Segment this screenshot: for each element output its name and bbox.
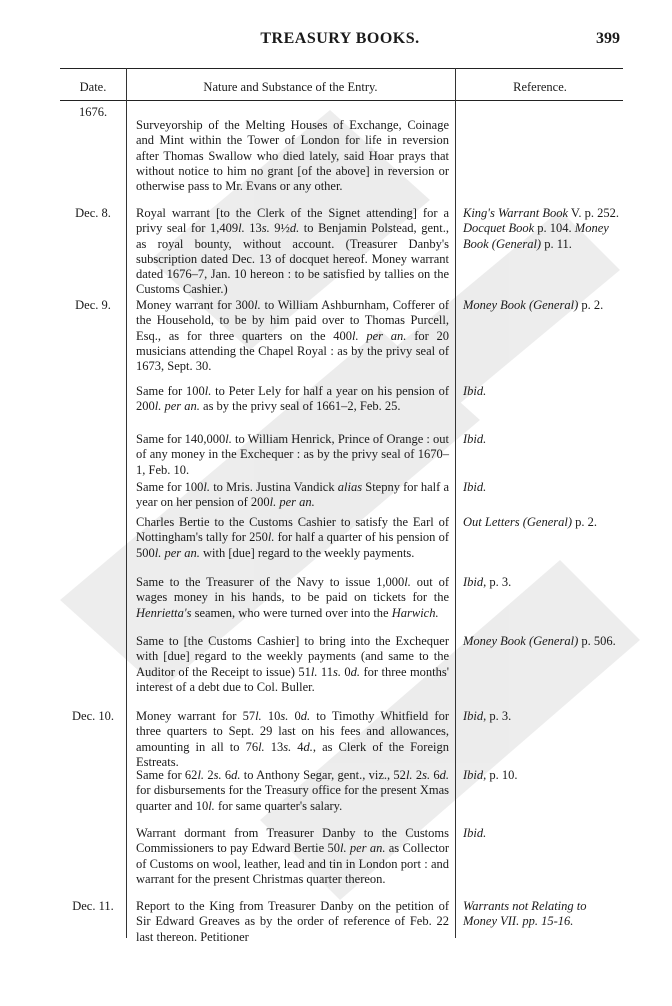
column-divider (455, 68, 456, 938)
entry-text: Same to [the Customs Cashier] to bring into the Exchequer with [due] regard to the weekly payments (and same to the Auditor of the Receipt to issue) 51l. 11s. 0d. for three months' interest of a debt due to Col. Buller. (136, 634, 450, 694)
entry-reference: King's Warrant Book V. p. 252. Docquet Book p. 104. Money Book (General) p. 11. (463, 206, 619, 251)
entry-reference: Ibid. (463, 480, 487, 494)
column-header-reference: Reference. (513, 80, 567, 94)
entry-text: Charles Bertie to the Customs Cashier to satisfy the Earl of Nottingham's tally for 250l. for half a quarter of his pension of 500l. per an. with [due] regard to the weekly payments. (136, 515, 449, 560)
entry-text: Surveyorship of the Melting Houses of Exchange, Coinage and Mint within the Tower of London for life in reversion after Thomas Swallow who died lately, said Hoar prays that without notice to him no grant [of the above] in reversion or otherwise pass to Mr. Evans or any other. (136, 118, 449, 194)
table-header-rule (60, 100, 623, 101)
page-number: 399 (596, 30, 620, 47)
entry-reference: Ibid, p. 3. (463, 709, 512, 723)
entry-reference: Ibid. (463, 384, 487, 398)
entry-reference: Ibid, p. 3. (463, 575, 512, 589)
entry-text: Report to the King from Treasurer Danby on the petition of Sir Edward Greaves as by the order of reference of Feb. 22 last thereon. Petitioner (136, 899, 449, 944)
entry-reference: Warrants not Relating to Money VII. pp. 15-16. (463, 899, 587, 929)
page-title: TREASURY BOOKS. (260, 30, 420, 47)
year-label: 1676. (78, 105, 108, 119)
column-divider (126, 68, 127, 938)
entry-text: Royal warrant [to the Clerk of the Signet attending] for a privy seal for 1,409l. 13s. 9½d. to Benjamin Polstead, gent., as royal bounty, without account. (Treasurer Danby's subscription dated Dec. 13 of docquet hereof. Money warrant dated 1676–7, Jan. 10 hereon : to be satisfied by tallies on the Customs Cashier.) (136, 206, 449, 297)
entry-reference: Out Letters (General) p. 2. (463, 515, 598, 529)
entry-date: Dec. 10. (72, 709, 114, 723)
table-top-rule (60, 68, 623, 69)
entry-text: Same for 100l. to Mris. Justina Vandick alias Stepny for half a year on her pension of 200l. per an. (136, 480, 449, 510)
entry-text: Warrant dormant from Treasurer Danby to the Customs Commissioners to pay Edward Bertie 50l. per an. as Collector of Customs on wool, leather, lead and tin in London port : and warrant for the present Christmas quarter thereon. (136, 826, 449, 886)
entry-date: Dec. 9. (75, 298, 111, 312)
entry-text: Same to the Treasurer of the Navy to issue 1,000l. out of wages money in his hands, to be paid on tickets for the Henrietta's seamen, who were turned over into the Harwich. (136, 575, 450, 620)
entry-text: Money warrant for 57l. 10s. 0d. to Timothy Whitfield for three quarters to Sept. 29 last on his fees and allowances, amounting in all to 76l. 13s. 4d., as Clerk of the Foreign Estreats. (136, 709, 449, 769)
running-header (60, 30, 620, 54)
entry-date: Dec. 11. (72, 899, 114, 913)
entry-reference: Ibid, p. 10. (463, 768, 518, 782)
column-header-date: Date. (79, 80, 107, 94)
entry-reference: Money Book (General) p. 2. (463, 298, 604, 312)
entry-reference: Money Book (General) p. 506. (463, 634, 616, 648)
entry-date: Dec. 8. (75, 206, 111, 220)
entry-text: Money warrant for 300l. to William Ashburnham, Cofferer of the Household, to be by him paid over to Thomas Purcell, Esq., as for three quarters on the 400l. per an. for 20 musicians attending the Chapel Royal : as by the privy seal of 1673, Sept. 30. (136, 298, 450, 374)
column-header-nature: Nature and Substance of the Entry. (203, 80, 378, 94)
entry-reference: Ibid. (463, 432, 487, 446)
entry-text: Same for 140,000l. to William Henrick, Prince of Orange : out of any money in the Exchequer : as by the privy seal of 1670–1, Feb. 10. (136, 432, 449, 477)
entry-text: Same for 100l. to Peter Lely for half a year on his pension of 200l. per an. as by the privy seal of 1661–2, Feb. 25. (136, 384, 449, 414)
entry-text: Same for 62l. 2s. 6d. to Anthony Segar, gent., viz., 52l. 2s. 6d. for disbursements for the Treasury office for the present Xmas quarter and 10l. for same quarter's salary. (136, 768, 450, 813)
entry-reference: Ibid. (463, 826, 487, 840)
